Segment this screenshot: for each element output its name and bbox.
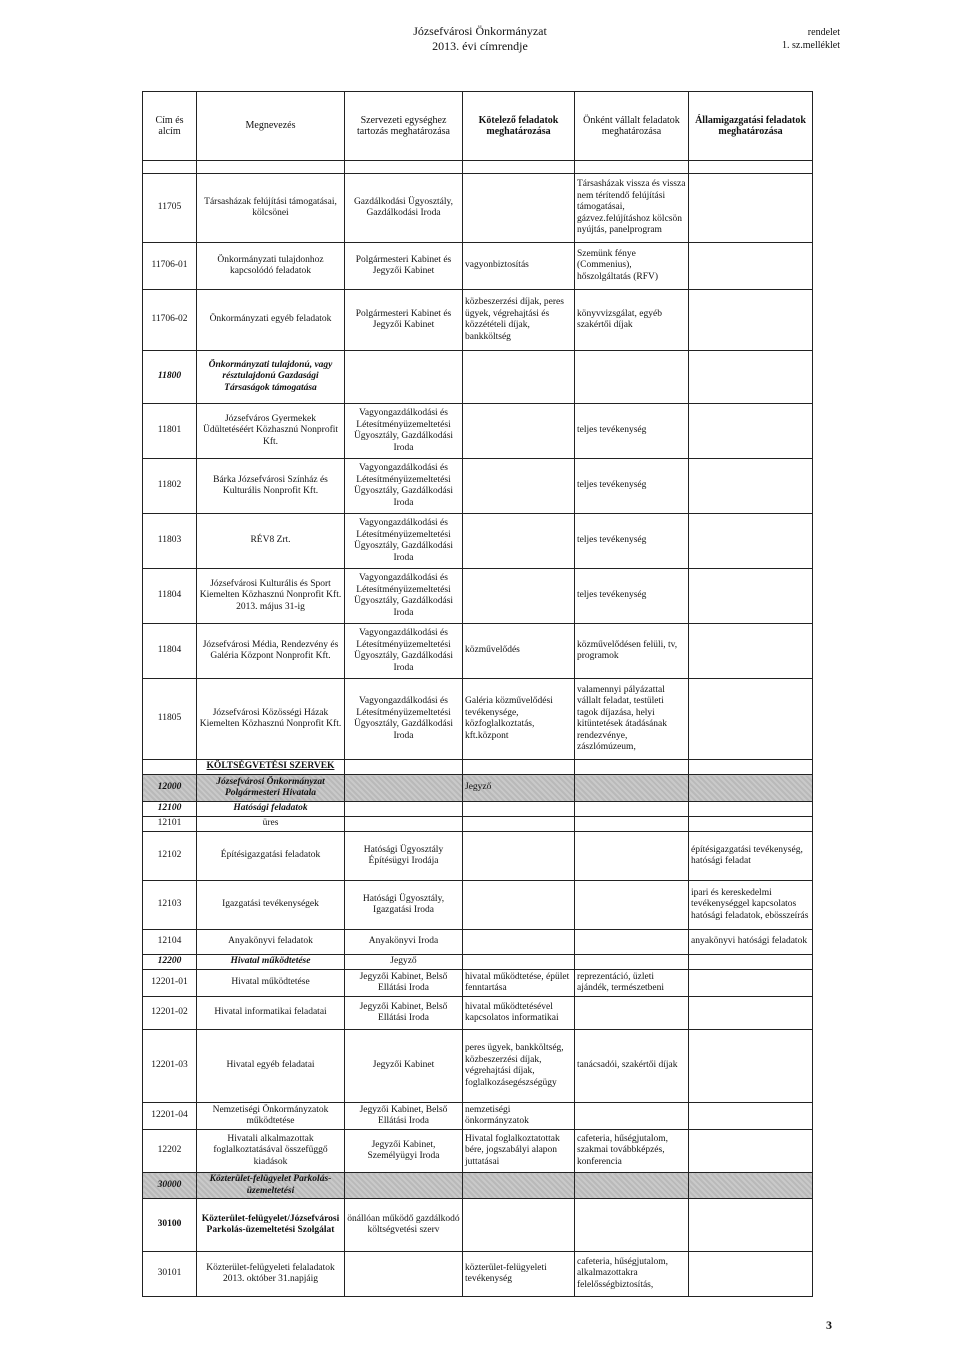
row-mandatory [463,174,575,243]
row-name: Közterület-felügyelet/Józsefvárosi Parkolás-üzemeltetési Szolgálat [197,1199,345,1252]
table-row [143,1173,813,1199]
row-voluntary [575,775,689,802]
row-mandatory: közművelődés [463,624,575,679]
row-unit: Jegyző [345,955,463,970]
row-state [689,1252,813,1297]
header-rendelet: rendelet [807,27,840,38]
row-name: Hivatal működtetése [197,970,345,997]
row-state: építésigazgatási tevékenység, hatósági feladat [689,832,813,881]
row-state [689,1199,813,1252]
row-voluntary: Szemünk fénye (Commenius), hőszolgáltatás (RFV) [575,243,689,290]
row-mandatory: nemzetiségi önkormányzatok [463,1103,575,1130]
row-mandatory: hivatal működtetésével kapcsolatos informatikai [463,997,575,1030]
header-melleklet: 1. sz.melléklet [781,40,840,51]
table-row [143,624,813,679]
row-voluntary [575,955,689,970]
table-row [143,290,813,351]
row-voluntary [575,930,689,955]
row-code: 11805 [143,679,197,760]
table-row [143,243,813,290]
row-state [689,624,813,679]
row-voluntary: reprezentáció, üzleti ajándék, természetbeni [575,970,689,997]
page-header [0,24,960,64]
row-mandatory: Hivatal foglalkoztatottak bére, jogszabályi alapon juttatásai [463,1130,575,1173]
row-state [689,997,813,1030]
row-voluntary: Társasházak vissza és vissza nem térítendő felújítási támogatásai, gázvez.felújításhoz kölcsön nyújtás, panelprogram [575,174,689,243]
row-voluntary [575,802,689,817]
table-row [143,1252,813,1297]
row-mandatory [463,832,575,881]
row-mandatory: Jegyző [463,775,575,802]
row-voluntary: teljes tevékenység [575,404,689,459]
row-code: 30101 [143,1252,197,1297]
col-header: Önként vállalt feladatok meghatározása [575,92,689,161]
row-name: Józsefváros Gyermekek Üdültetéséért Közhasznú Nonprofit Kft. [197,404,345,459]
table-row [143,679,813,760]
row-mandatory: peres ügyek, bankköltség, közbeszerzési díjak, végrehajtási díjak, foglalkozásegészségügy [463,1030,575,1103]
row-voluntary [575,760,689,775]
row-code: 12103 [143,881,197,930]
row-state [689,775,813,802]
row-code: 11706-02 [143,290,197,351]
row-unit: Polgármesteri Kabinet és Jegyzői Kabinet [345,290,463,351]
row-mandatory [463,1199,575,1252]
row-unit: Polgármesteri Kabinet és Jegyzői Kabinet [345,243,463,290]
table-row [143,955,813,970]
row-voluntary: teljes tevékenység [575,569,689,624]
row-name: Társasházak felújítási támogatásai, kölcsönei [197,174,345,243]
row-mandatory: Galéria közművelődési tevékenysége, közfoglalkoztatás, kft.központ [463,679,575,760]
row-state [689,970,813,997]
table-row [143,832,813,881]
table-row [143,775,813,802]
row-code: 11801 [143,404,197,459]
row-name: Hivatal működtetése [197,955,345,970]
row-name: RÉV8 Zrt. [197,514,345,569]
row-name: Bárka Józsefvárosi Színház és Kulturális Nonprofit Kft. [197,459,345,514]
table-row [143,1103,813,1130]
row-voluntary [575,1173,689,1199]
row-state [689,404,813,459]
row-state [689,817,813,832]
row-voluntary: közművelődésen felüli, tv, programok [575,624,689,679]
row-unit: Vagyongazdálkodási és Létesítményüzemeltetési Ügyosztály, Gazdálkodási Iroda [345,514,463,569]
row-voluntary [575,351,689,404]
row-state [689,955,813,970]
row-name: Építésigazgatási feladatok [197,832,345,881]
row-mandatory [463,930,575,955]
table-row [143,930,813,955]
row-code: 11800 [143,351,197,404]
table-row [143,970,813,997]
row-state [689,1130,813,1173]
row-state [689,290,813,351]
row-state: ipari és kereskedelmi tevékenységgel kapcsolatos hatósági feladatok, ebösszeírás [689,881,813,930]
table-row [143,459,813,514]
row-mandatory [463,802,575,817]
table-row [143,514,813,569]
col-header: Szervezeti egységhez tartozás meghatározása [345,92,463,161]
row-code: 11804 [143,624,197,679]
row-mandatory [463,760,575,775]
row-name: Anyakönyvi feladatok [197,930,345,955]
table-row [143,351,813,404]
row-voluntary: cafeteria, hűségjutalom, szakmai továbbképzés, konferencia [575,1130,689,1173]
header-center [340,24,620,54]
row-name: Önkormányzati egyéb feladatok [197,290,345,351]
row-code: 12100 [143,802,197,817]
row-state [689,679,813,760]
row-mandatory [463,881,575,930]
table-header-row [143,92,813,161]
row-code: 11706-01 [143,243,197,290]
row-state [689,569,813,624]
table-row [143,881,813,930]
row-code: 12101 [143,817,197,832]
col-header: Kötelező feladatok meghatározása [463,92,575,161]
row-name: Hivatal egyéb feladatai [197,1030,345,1103]
row-unit [345,1173,463,1199]
row-state [689,802,813,817]
row-mandatory: közbeszerzési díjak, peres ügyek, végrehajtási és közzétételi díjak, bankköltség [463,290,575,351]
row-unit [345,760,463,775]
row-state: anyakönyvi hatósági feladatok [689,930,813,955]
row-code: 11705 [143,174,197,243]
table-row [143,802,813,817]
row-name: üres [197,817,345,832]
table-row [143,1199,813,1252]
row-unit [345,775,463,802]
row-voluntary [575,817,689,832]
row-voluntary [575,1199,689,1252]
table-row [143,1030,813,1103]
row-voluntary: teljes tevékenység [575,514,689,569]
doc-subtitle: 2013. évi címrendje [432,39,528,53]
cimrend-table [142,91,813,1297]
row-unit: Vagyongazdálkodási és Létesítményüzemeltetési Ügyosztály, Gazdálkodási Iroda [345,624,463,679]
row-unit: Anyakönyvi Iroda [345,930,463,955]
row-name: Közterület-felügyeleti felaladatok 2013. október 31.napjáig [197,1252,345,1297]
row-name: Közterület-felügyelet Parkolás-üzemeltetési [197,1173,345,1199]
row-code: 12201-03 [143,1030,197,1103]
row-code: 12201-02 [143,997,197,1030]
row-name: Hivatal informatikai feladatai [197,997,345,1030]
row-mandatory: vagyonbiztosítás [463,243,575,290]
header-right [782,26,840,52]
row-code: 11803 [143,514,197,569]
row-state [689,174,813,243]
row-mandatory [463,569,575,624]
row-mandatory [463,459,575,514]
row-code: 30000 [143,1173,197,1199]
row-code: 12202 [143,1130,197,1173]
row-mandatory [463,404,575,459]
row-unit: Vagyongazdálkodási és Létesítményüzemeltetési Ügyosztály, Gazdálkodási Iroda [345,569,463,624]
table-row [143,817,813,832]
row-name: Józsefvárosi Önkormányzat Polgármesteri Hivatala [197,775,345,802]
row-voluntary: tanácsadói, szakértői díjak [575,1030,689,1103]
row-name: KÖLTSÉGVETÉSI SZERVEK [197,760,345,775]
table-row [143,997,813,1030]
row-voluntary [575,881,689,930]
col-header: Államigazgatási feladatok meghatározása [689,92,813,161]
row-unit: Hatósági Ügyosztály, Igazgatási Iroda [345,881,463,930]
row-code: 30100 [143,1199,197,1252]
row-state [689,351,813,404]
row-state [689,760,813,775]
row-voluntary [575,832,689,881]
row-unit: Jegyzői Kabinet, Személyügyi Iroda [345,1130,463,1173]
row-mandatory [463,1173,575,1199]
row-state [689,459,813,514]
separator-row [143,161,813,174]
row-name: Hatósági feladatok [197,802,345,817]
row-name: Józsefvárosi Média, Rendezvény és Galéria Központ Nonprofit Kft. [197,624,345,679]
row-state [689,1103,813,1130]
row-voluntary: cafeteria, hűségjutalom, alkalmazottakra felelősségbiztosítás, [575,1252,689,1297]
table-row [143,1130,813,1173]
row-state [689,243,813,290]
row-voluntary: teljes tevékenység [575,459,689,514]
row-unit: Jegyzői Kabinet, Belső Ellátási Iroda [345,970,463,997]
row-unit [345,351,463,404]
row-unit: Jegyzői Kabinet, Belső Ellátási Iroda [345,997,463,1030]
org-name: Józsefvárosi Önkormányzat [413,24,547,38]
row-name: Nemzetiségi Önkormányzatok működtetése [197,1103,345,1130]
row-unit: Vagyongazdálkodási és Létesítményüzemeltetési Ügyosztály, Gazdálkodási Iroda [345,679,463,760]
row-unit: Vagyongazdálkodási és Létesítményüzemeltetési Ügyosztály, Gazdálkodási Iroda [345,459,463,514]
row-code: 12201-04 [143,1103,197,1130]
row-state [689,514,813,569]
table-row [143,569,813,624]
row-code: 12200 [143,955,197,970]
row-code: 12102 [143,832,197,881]
page-number: 3 [826,1318,832,1332]
row-unit [345,802,463,817]
row-code: 11804 [143,569,197,624]
table-row [143,404,813,459]
row-voluntary [575,997,689,1030]
row-code: 12104 [143,930,197,955]
row-mandatory [463,514,575,569]
table-row [143,760,813,775]
row-code: 12201-01 [143,970,197,997]
row-unit [345,817,463,832]
row-voluntary [575,1103,689,1130]
row-voluntary: valamennyi pályázattal vállalt feladat, testületi tagok díjazása, helyi kitüntetések átadásának rendezvénye, zászlómúzeum, [575,679,689,760]
row-unit: Jegyzői Kabinet [345,1030,463,1103]
row-mandatory: közterület-felügyeleti tevékenység [463,1252,575,1297]
row-name: Igazgatási tevékenységek [197,881,345,930]
row-mandatory [463,955,575,970]
row-name: Józsefvárosi Kulturális és Sport Kiemelten Közhasznú Nonprofit Kft. 2013. május 31-ig [197,569,345,624]
col-header: Megnevezés [197,92,345,161]
row-unit: Vagyongazdálkodási és Létesítményüzemeltetési Ügyosztály, Gazdálkodási Iroda [345,404,463,459]
row-voluntary: könyvvizsgálat, egyéb szakértői díjak [575,290,689,351]
row-state [689,1173,813,1199]
row-code: 11802 [143,459,197,514]
row-state [689,1030,813,1103]
row-unit: Jegyzői Kabinet, Belső Ellátási Iroda [345,1103,463,1130]
row-mandatory [463,817,575,832]
row-mandatory: hivatal működtetése, épület fenntartása [463,970,575,997]
row-mandatory [463,351,575,404]
row-code [143,760,197,775]
row-unit: Hatósági Ügyosztály Építésügyi Irodája [345,832,463,881]
row-name: Önkormányzati tulajdonú, vagy résztulajdonú Gazdasági Társaságok támogatása [197,351,345,404]
row-unit: Gazdálkodási Ügyosztály, Gazdálkodási Iroda [345,174,463,243]
row-name: Hivatali alkalmazottak foglalkoztatásával összefüggő kiadások [197,1130,345,1173]
row-unit [345,1252,463,1297]
table-row [143,174,813,243]
row-name: Önkormányzati tulajdonhoz kapcsolódó feladatok [197,243,345,290]
row-unit: önállóan működő gazdálkodó költségvetési szerv [345,1199,463,1252]
row-name: Józsefvárosi Közösségi Házak Kiemelten Közhasznú Nonprofit Kft. [197,679,345,760]
row-code: 12000 [143,775,197,802]
col-header: Cím és alcím [143,92,197,161]
